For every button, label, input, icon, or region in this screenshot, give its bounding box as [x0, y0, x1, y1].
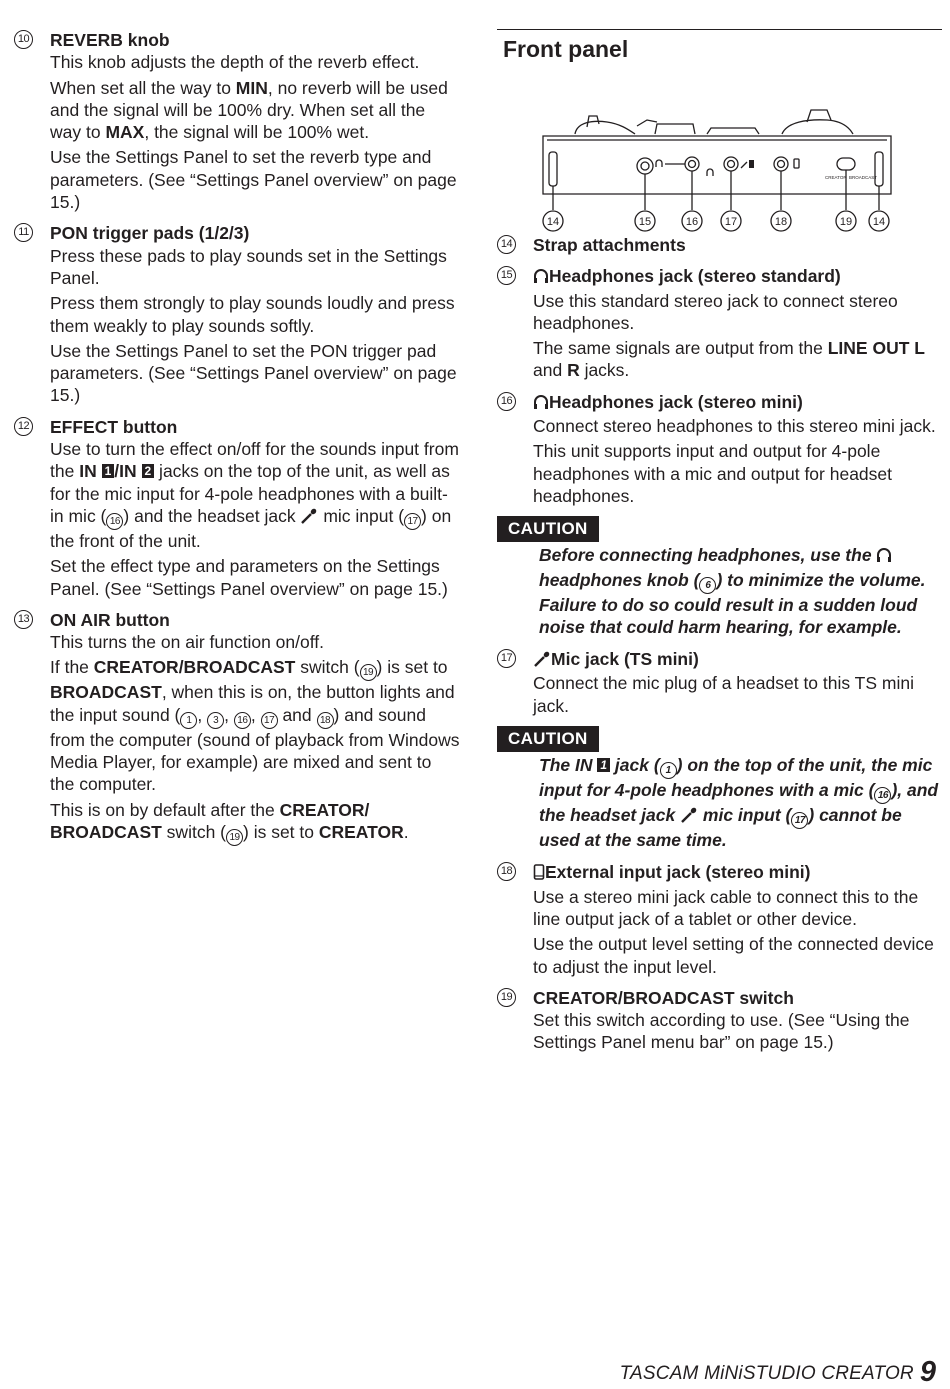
svg-text:18: 18	[774, 216, 788, 228]
item-paragraph	[50, 656, 460, 795]
item-title	[533, 861, 942, 885]
item-paragraph	[50, 77, 460, 144]
text-run: ) on the top of the unit, the mic input for 4-pole headphones with a mic (	[539, 755, 933, 801]
item-16	[497, 391, 942, 507]
diagram-callout-15	[635, 211, 655, 231]
mic-icon	[533, 650, 551, 672]
text-run: , the signal will be 100% wet.	[144, 122, 370, 143]
diagram-callout-19	[836, 211, 856, 231]
item-title-text: EFFECT button	[50, 416, 178, 437]
front-panel-illustration	[497, 64, 942, 234]
caution-block-1	[497, 516, 942, 638]
bold-term: CREATOR/ BROADCAST	[50, 799, 370, 842]
item-title-text: ON AIR button	[50, 609, 170, 630]
text-run: Use a stereo mini jack cable to connect this to the line output jack of a tablet or other device.	[533, 886, 919, 929]
item-title	[50, 416, 460, 438]
item-paragraph	[50, 146, 460, 213]
item-17	[497, 648, 942, 717]
headphones-icon	[533, 267, 549, 289]
text-run: ) to minimize the volume. Failure to do so could result in a sudden loud noise that could harm hearing, for example.	[539, 569, 926, 637]
text-run: Use the Settings Panel to set the PON trigger pad parameters. (See “Settings Panel overview” on page 15.)	[50, 340, 457, 406]
text-run: mic input (	[318, 505, 405, 526]
item-paragraph	[533, 886, 942, 931]
bold-term: CREATOR	[318, 821, 404, 842]
svg-text:14: 14	[546, 216, 560, 228]
text-run: When set all the way to	[50, 77, 236, 98]
item-title	[533, 234, 942, 256]
item-19	[497, 987, 942, 1054]
bold-term: /IN	[114, 461, 142, 482]
item-number: 13	[14, 610, 33, 629]
text-run: Use to turn the effect on/off for the sounds input from the	[50, 439, 459, 482]
item-title-text: Strap attachments	[533, 235, 686, 255]
svg-text:14: 14	[872, 216, 886, 228]
item-title	[50, 222, 460, 244]
text-run: This turns the on air function on/off.	[50, 632, 325, 653]
text-run: and	[277, 704, 317, 725]
item-number: 11	[14, 223, 33, 242]
caution-text	[497, 754, 942, 851]
right-column	[497, 29, 942, 1063]
left-item-list	[14, 29, 460, 846]
item-number: 10	[14, 30, 33, 49]
item-paragraph	[50, 631, 460, 653]
text-run: Connect stereo headphones to this stereo mini jack.	[533, 416, 936, 437]
text-run: Connect the mic plug of a headset to this TS mini jack.	[533, 673, 914, 716]
text-run: Before connecting headphones, use the	[539, 545, 877, 566]
text-run: , no reverb will be used and the signal will be 100% dry. When set all the way to	[50, 77, 448, 143]
text-run: Set this switch according to use. (See “Using the Settings Panel menu bar” on page 15.)	[533, 1010, 910, 1053]
item-paragraph	[533, 337, 942, 382]
item-title-text: External input jack (stereo mini)	[545, 862, 811, 883]
switch-label-left: CREATOR	[825, 175, 847, 180]
circled-reference: 16	[106, 513, 123, 530]
svg-text:15: 15	[638, 216, 652, 228]
diagram-callout-17	[721, 211, 741, 231]
diagram-callout-16	[682, 211, 702, 231]
circled-reference: 16	[874, 787, 891, 804]
mic-icon	[300, 507, 318, 529]
item-title-text: REVERB knob	[50, 30, 170, 50]
caution-text	[497, 544, 942, 638]
footer-brand: TASCAM MiNiSTUDIO CREATOR	[619, 1363, 914, 1384]
input-number-badge: 1	[102, 464, 115, 478]
item-paragraph	[533, 1009, 942, 1054]
item-paragraph	[50, 292, 460, 337]
circled-reference: 3	[207, 712, 224, 729]
text-run: ) cannot be used at the same time.	[539, 805, 902, 851]
text-run: Set the effect type and parameters on the Settings Panel. (See “Settings Panel overview” on page 15.)	[50, 556, 448, 599]
text-run: switch (	[295, 657, 360, 678]
text-run: Use this standard stereo jack to connect stereo headphones.	[533, 290, 898, 333]
item-13	[14, 609, 460, 846]
text-run: Use the Settings Panel to set the reverb type and parameters. (See “Settings Panel overview” on page 15.)	[50, 147, 457, 213]
item-10	[14, 29, 460, 213]
svg-text:16: 16	[685, 216, 699, 228]
item-title-text: Headphones jack (stereo standard)	[549, 266, 841, 287]
item-title	[50, 609, 460, 631]
text-run: Press them strongly to play sounds loudly and press them weakly to play sounds softly.	[50, 293, 455, 336]
text-run: jack (	[610, 755, 660, 776]
text-run: Use the output level setting of the connected device to adjust the input level.	[533, 934, 934, 977]
section-title: Front panel	[503, 36, 629, 62]
diagram-callout-14	[543, 211, 563, 231]
bold-term: LINE OUT L	[827, 338, 925, 359]
bold-term: R	[567, 360, 580, 381]
text-run: jacks on the top of the unit, as well as for the mic input for 4-pole headphones with a built-in mic (	[50, 461, 450, 526]
svg-text:19: 19	[839, 216, 853, 228]
bold-term: BROADCAST	[50, 682, 162, 703]
input-number-badge: 2	[142, 464, 155, 478]
front-panel-diagram	[497, 64, 942, 234]
text-run: ), and the headset jack	[539, 780, 939, 826]
circled-reference: 18	[317, 712, 334, 729]
bold-term: MAX	[105, 122, 145, 143]
bold-term: MIN	[235, 77, 268, 98]
text-run: and	[533, 360, 568, 381]
text-run: ) and sound from the computer (sound of playback from Windows Media Player, for example) are mixed and sent to the computer.	[50, 704, 460, 795]
headphones-icon	[533, 393, 549, 415]
tablet-icon	[533, 863, 545, 885]
circled-reference: 17	[261, 712, 278, 729]
text-run: , when this is on, the button lights and the input sound (	[50, 682, 455, 725]
item-14	[497, 234, 942, 256]
section-rule	[497, 29, 942, 30]
svg-text:17: 17	[724, 216, 738, 228]
item-paragraph	[50, 438, 460, 552]
page-footer	[620, 1358, 936, 1388]
item-number: 12	[14, 417, 33, 436]
text-run: ) is set to	[243, 821, 319, 842]
item-15	[497, 265, 942, 381]
right-item-list-2	[497, 648, 942, 717]
item-paragraph	[533, 415, 942, 437]
item-number: 18	[497, 862, 516, 881]
diagram-callout-18	[771, 211, 791, 231]
text-run: ) and the headset jack	[123, 505, 301, 526]
item-number: 16	[497, 392, 516, 411]
circled-reference: 16	[234, 712, 251, 729]
item-number: 19	[497, 988, 516, 1007]
left-column	[14, 29, 460, 855]
bold-term: CREATOR/BROADCAST	[93, 657, 296, 678]
text-run: ) is set to	[376, 657, 448, 678]
page-number: 9	[919, 1356, 936, 1388]
caution-block-2	[497, 726, 942, 851]
right-item-list	[497, 234, 942, 507]
text-run: headphones knob (	[539, 569, 700, 590]
circled-reference: 1	[660, 762, 677, 779]
text-run: jacks.	[579, 360, 630, 381]
switch-label-right: BROADCAST	[849, 175, 878, 180]
item-paragraph	[533, 440, 942, 507]
item-title	[50, 29, 460, 51]
item-title	[533, 265, 942, 289]
bold-term: IN	[574, 755, 598, 776]
input-number-badge: 1	[597, 758, 610, 772]
text-run: This is on by default after the	[50, 799, 280, 820]
mic-icon	[680, 806, 698, 828]
item-12	[14, 416, 460, 600]
circled-reference: 19	[226, 829, 243, 846]
text-run: This knob adjusts the depth of the reverb effect.	[50, 52, 420, 73]
item-number: 15	[497, 266, 516, 285]
item-paragraph	[50, 555, 460, 600]
item-18	[497, 861, 942, 977]
text-run: This unit supports input and output for 4-pole headphones with a mic and output for headset headphones.	[533, 441, 892, 506]
text-run: ,	[250, 704, 261, 725]
bold-term: IN	[79, 461, 102, 482]
text-run: If the	[50, 657, 94, 678]
caution-label: CAUTION	[497, 726, 599, 752]
text-run: The same signals are output from the	[533, 338, 828, 359]
right-item-list-3	[497, 861, 942, 1053]
item-title-text: Mic jack (TS mini)	[551, 649, 699, 670]
text-run: ) on the front of the unit.	[50, 505, 452, 551]
item-paragraph	[533, 933, 942, 978]
item-number: 17	[497, 649, 516, 668]
text-run: Press these pads to play sounds set in the Settings Panel.	[50, 245, 447, 288]
item-title	[533, 987, 942, 1009]
circled-reference: 17	[404, 513, 421, 530]
item-paragraph	[50, 51, 460, 73]
circled-reference: 19	[360, 664, 377, 681]
item-11	[14, 222, 460, 406]
item-title	[533, 391, 942, 415]
text-run: switch (	[161, 821, 226, 842]
circled-reference: 1	[180, 712, 197, 729]
item-paragraph	[50, 245, 460, 290]
item-title-text: CREATOR/BROADCAST switch	[533, 987, 794, 1008]
item-title-text: PON trigger pads (1/2/3)	[50, 223, 250, 244]
diagram-callout-14	[869, 211, 889, 231]
item-title-text: Headphones jack (stereo mini)	[549, 391, 803, 412]
item-paragraph	[50, 340, 460, 407]
text-run: .	[403, 821, 409, 842]
text-run: ,	[224, 704, 234, 725]
item-number: 14	[497, 235, 516, 254]
text-run: mic input (	[698, 805, 792, 826]
item-paragraph	[533, 672, 942, 717]
item-title	[533, 648, 942, 672]
headphones-icon	[876, 546, 892, 568]
text-run: ,	[197, 704, 208, 725]
item-paragraph	[50, 799, 460, 846]
circled-reference: 17	[791, 812, 808, 829]
circled-reference: 6	[699, 577, 716, 594]
caution-label: CAUTION	[497, 516, 599, 542]
item-paragraph	[533, 290, 942, 335]
text-run: The	[539, 755, 575, 776]
